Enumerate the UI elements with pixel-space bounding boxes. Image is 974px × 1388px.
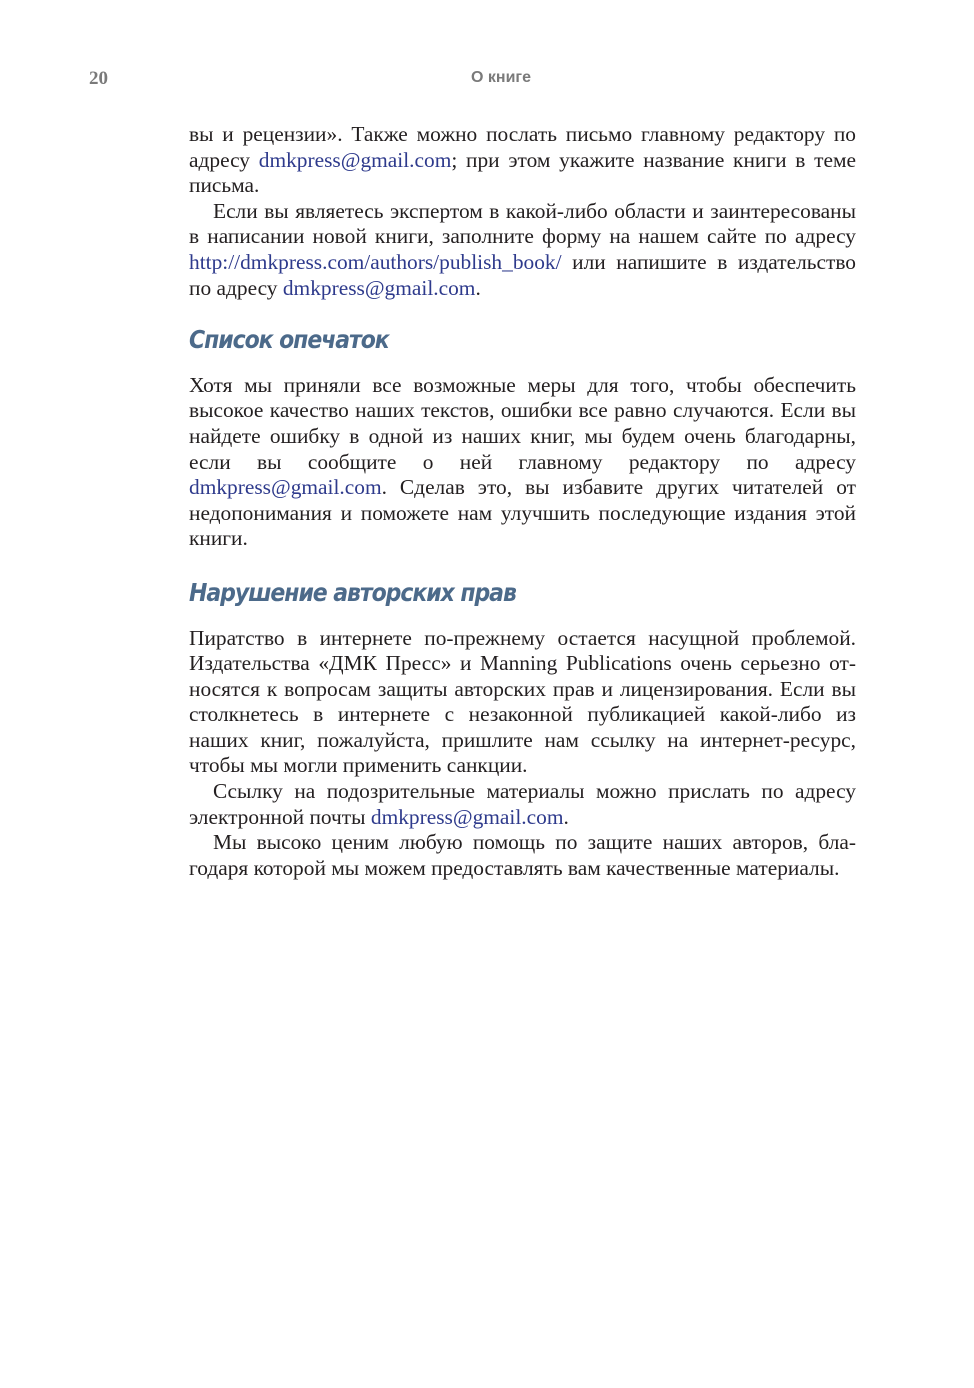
page-body	[189, 122, 856, 881]
paragraph	[189, 122, 856, 199]
text: .	[563, 804, 569, 829]
text: .	[475, 275, 481, 300]
paragraph: Пиратство в интернете по-прежнему остается насущной проблемой. Издательства «ДМК Пресс» и Manning Publications очень серьезно относятся к вопросам защиты авторских прав и лицензирования. Если вы столкнетесь в интернете с незаконной публикацией какой-либо из наших книг, пожалуйста, пришлите нам ссылку на интернет-ресурс, чтобы мы могли применить санкции.	[189, 625, 856, 778]
running-title: О книге	[471, 69, 531, 86]
paragraph	[189, 373, 856, 552]
paragraph	[189, 199, 856, 301]
text: ; при этом укажите название книги в теме письма.	[189, 147, 857, 198]
text: Хотя мы приняли все возможные меры для того, чтобы обеспечить высокое качество наших текстов, ошибки все равно случаются. Если вы найдете ошибку в одной из наших книг, мы будем очень благодарны, если вы сообщите о ней главному редактору по адресу	[189, 372, 856, 474]
text: Если вы являетесь экспертом в какой-либо области и заинтересованы в написании новой книги, заполните форму на нашем сайте по адресу	[189, 198, 856, 249]
running-head	[0, 68, 974, 92]
email-link[interactable]: dmkpress@gmail.com	[189, 475, 382, 500]
text: . Сделав это, вы избавите других читателей от недопонимания и поможете нам улучшить последующие издания этой книги.	[189, 475, 856, 551]
section-heading-piracy: Нарушение авторских прав	[189, 577, 516, 607]
paragraph	[189, 779, 856, 830]
email-link[interactable]: dmkpress@gmail.com	[370, 804, 564, 829]
page-number: 20	[89, 68, 108, 89]
section-heading-errata: Список опечаток	[189, 325, 389, 355]
email-link[interactable]: dmkpress@gmail.com	[282, 275, 476, 300]
paragraph: Мы высоко ценим любую помощь по защите наших авторов, благодаря которой мы можем предоставлять вам качественные материалы.	[189, 830, 856, 880]
text: вы и рецензии». Также можно послать письмо главному редактору по адресу	[189, 122, 856, 172]
url-link[interactable]: http://dmkpress.com/authors/publish_book/	[189, 249, 562, 274]
text: Ссылку на подозрительные материалы можно прислать по адресу электронной почты	[189, 779, 856, 829]
text: или напишите в издательство по адресу	[189, 249, 856, 300]
email-link[interactable]: dmkpress@gmail.com	[258, 147, 452, 172]
